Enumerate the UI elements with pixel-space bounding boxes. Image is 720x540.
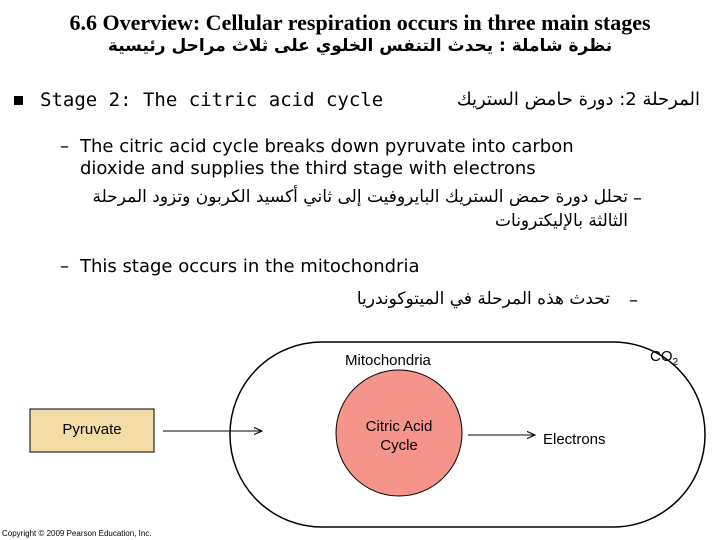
co2-main-text: CO — [650, 348, 673, 365]
mitochondria-label: Mitochondria — [345, 352, 431, 369]
stage-heading: Stage 2: The citric acid cycle — [40, 89, 384, 111]
co2-subscript: 2 — [672, 357, 679, 368]
bullet-2-text-arabic: تحدث هذه المرحلة في الميتوكوندريا — [356, 289, 610, 309]
dash-bullet-icon: – — [629, 290, 638, 311]
bullet-2-text: This stage occurs in the mitochondria — [80, 256, 420, 277]
dash-bullet-icon: – — [60, 136, 69, 157]
bullet-1-arabic-line-2: الثالثة بالإليكترونات — [495, 211, 628, 231]
dash-bullet-icon: – — [60, 256, 69, 277]
copyright-notice: Copyright © 2009 Pearson Education, Inc. — [2, 529, 152, 538]
dash-bullet-icon: – — [633, 188, 642, 209]
pyruvate-label: Pyruvate — [62, 421, 122, 438]
bullet-1-arabic-line-1: تحلل دورة حمض الستريك البايروفيت إلى ثاني أكسيد الكربون وتزود المرحلة — [92, 187, 628, 207]
citric-acid-cycle-line-2: Cycle — [380, 437, 418, 454]
stage-heading-arabic: المرحلة 2: دورة حامض الستريك — [456, 89, 700, 110]
mitochondria-outline — [230, 342, 705, 527]
slide-title: 6.6 Overview: Cellular respiration occurs in three main stages — [69, 10, 651, 35]
citric-acid-cycle-line-1: Citric Acid — [365, 418, 433, 435]
co2-label — [650, 348, 678, 368]
bullet-1-line-2: dioxide and supplies the third stage with electrons — [80, 158, 536, 179]
electrons-label: Electrons — [543, 431, 606, 448]
bullet-1-line-1: The citric acid cycle breaks down pyruvate into carbon — [80, 136, 574, 157]
citric-acid-cycle-label — [336, 417, 462, 455]
slide-title-arabic: نظرة شاملة : يحدث التنفس الخلوي على ثلاث مراحل رئيسية — [107, 36, 613, 56]
